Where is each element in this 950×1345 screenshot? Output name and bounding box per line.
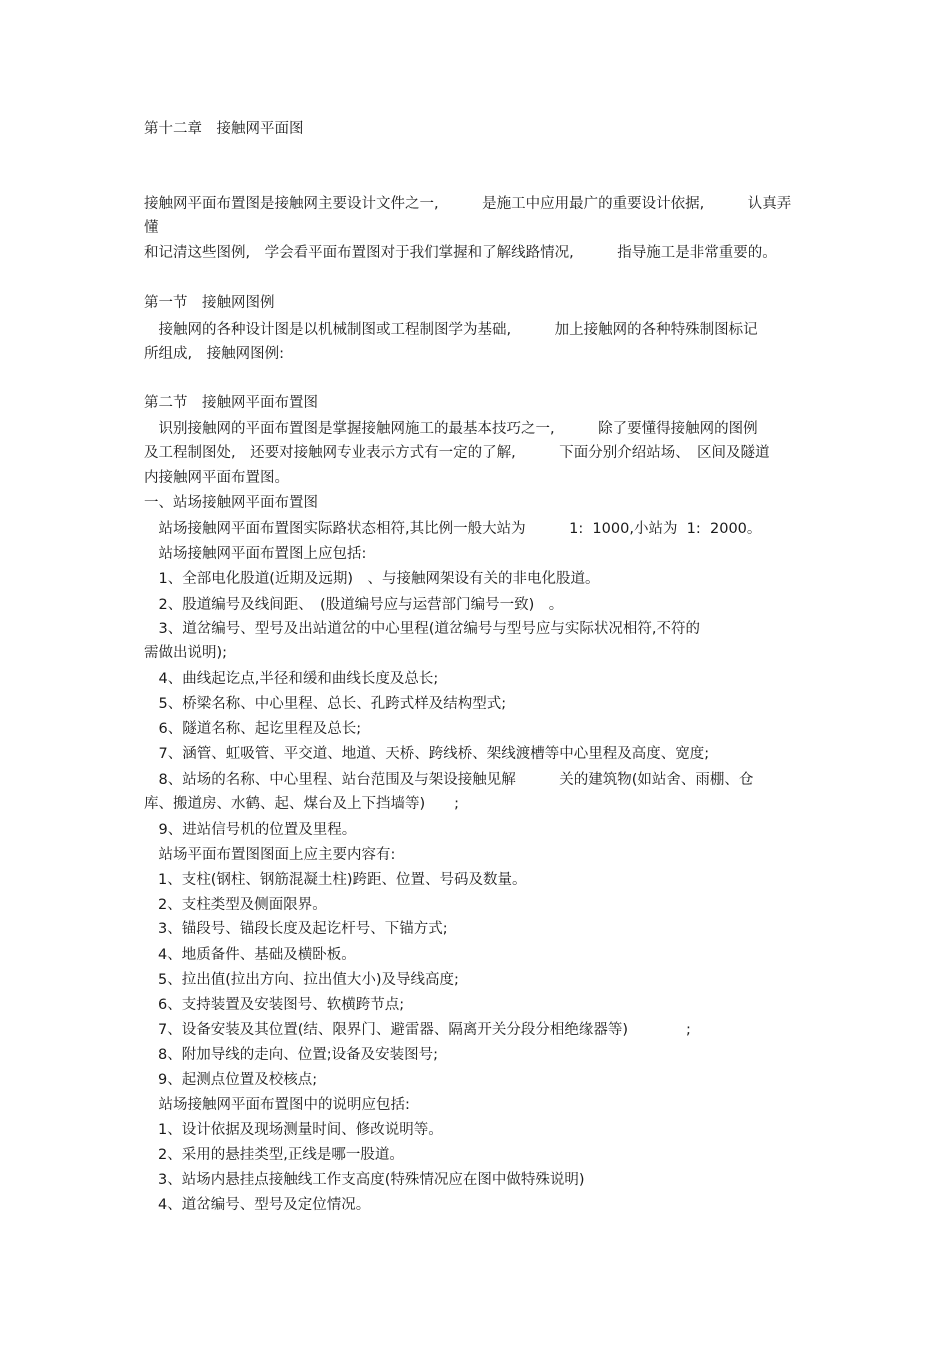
body-line: 2、支柱类型及侧面限界。 (158, 897, 327, 913)
body-line: 6、支持装置及安装图号、软横跨节点; (158, 997, 405, 1013)
body-line: 3、站场内悬挂点接触线工作支高度(特殊情况应在图中做特殊说明) (158, 1172, 585, 1188)
body-line: 1、支柱(钢柱、钢筋混凝土柱)跨距、位置、号码及数量。 (158, 872, 527, 888)
subsection1-heading: 一、站场接触网平面布置图 (144, 495, 318, 511)
body-line: 站场接触网平面布置图上应包括: (144, 546, 367, 562)
body-line: 4、地质备件、基础及横卧板。 (158, 947, 356, 963)
section2-line: 及工程制图处, 还要对接触网专业表示方式有一定的了解, 下面分别介绍站场、 区间及隧道 (144, 445, 770, 461)
body-line: 6、隧道名称、起讫里程及总长; (144, 721, 362, 737)
body-line: 7、设备安装及其位置(结、限界门、避雷器、隔离开关分段分相绝缘器等) ; (158, 1022, 691, 1038)
section2-line: 识别接触网的平面布置图是掌握接触网施工的最基本技巧之一, 除了要懂得接触网的图例 (144, 421, 758, 437)
body-line: 2、采用的悬挂类型,正线是哪一股道。 (158, 1147, 404, 1163)
section1-line: 接触网的各种设计图是以机械制图或工程制图学为基础, 加上接触网的各种特殊制图标记 (144, 322, 758, 338)
intro-line: 懂 (144, 220, 159, 236)
body-line: 9、起测点位置及校核点; (158, 1072, 318, 1088)
section2-line: 内接触网平面布置图。 (144, 470, 289, 486)
body-line: 站场接触网平面布置图中的说明应包括: (144, 1097, 410, 1113)
body-line: 7、涵管、虹吸管、平交道、地道、天桥、跨线桥、架线渡槽等中心里程及高度、宽度; (144, 746, 710, 762)
body-line: 3、锚段号、锚段长度及起讫杆号、下锚方式; (158, 921, 448, 937)
body-line: 8、站场的名称、中心里程、站台范围及与架设接触见解 关的建筑物(如站舍、雨棚、仓 (144, 772, 754, 788)
intro-line: 接触网平面布置图是接触网主要设计文件之一, 是施工中应用最广的重要设计依据, 认真弄 (144, 196, 792, 212)
body-line: 站场接触网平面布置图实际路状态相符,其比例一般大站为 1: 1000,小站为 1: 2000。 (144, 521, 762, 537)
body-line: 4、曲线起讫点,半径和缓和曲线长度及总长; (144, 671, 439, 687)
body-line: 库、搬道房、水鹤、起、煤台及上下挡墙等) ; (144, 796, 460, 812)
body-line: 5、桥梁名称、中心里程、总长、孔跨式样及结构型式; (144, 696, 507, 712)
body-line: 需做出说明); (144, 645, 228, 661)
body-line: 站场平面布置图图面上应主要内容有: (144, 847, 396, 863)
body-line: 1、设计依据及现场测量时间、修改说明等。 (158, 1122, 443, 1138)
body-line: 5、拉出值(拉出方向、拉出值大小)及导线高度; (158, 972, 459, 988)
section1-heading: 第一节 接触网图例 (144, 295, 275, 311)
body-line: 8、附加导线的走向、位置;设备及安装图号; (158, 1047, 438, 1063)
intro-line: 和记清这些图例, 学会看平面布置图对于我们掌握和了解线路情况, 指导施工是非常重要的。 (144, 245, 777, 261)
section1-line: 所组成, 接触网图例: (144, 346, 284, 362)
body-line: 4、道岔编号、型号及定位情况。 (158, 1197, 371, 1213)
chapter-title: 第十二章 接触网平面图 (144, 121, 304, 137)
body-line: 1、全部电化股道(近期及远期) 、与接触网架设有关的非电化股道。 (144, 571, 600, 587)
body-line: 9、进站信号机的位置及里程。 (144, 822, 357, 838)
body-line: 2、股道编号及线间距、 (股道编号应与运营部门编号一致) 。 (144, 597, 564, 613)
section2-heading: 第二节 接触网平面布置图 (144, 395, 318, 411)
body-line: 3、道岔编号、型号及出站道岔的中心里程(道岔编号与型号应与实际状况相符,不符的 (144, 621, 700, 637)
